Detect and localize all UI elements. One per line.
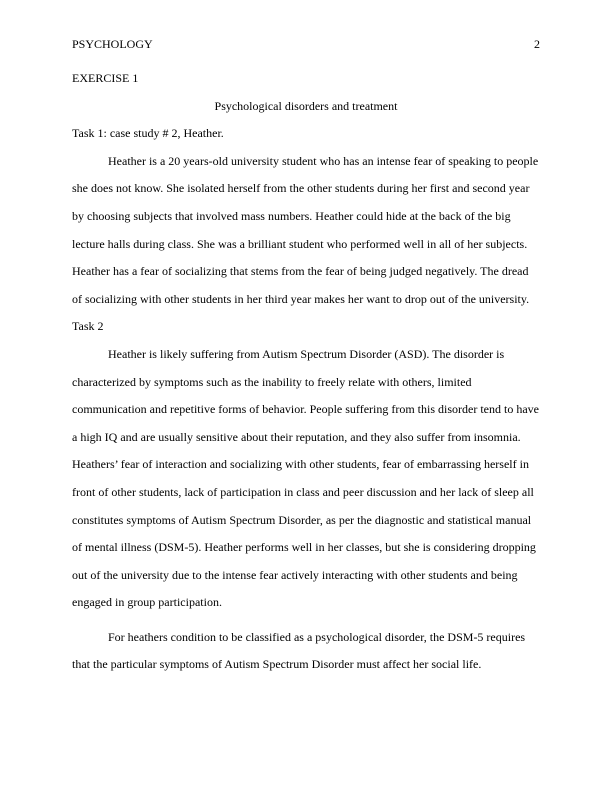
document-title: Psychological disorders and treatment xyxy=(214,98,398,113)
task2-paragraph-1: Heather is likely suffering from Autism Spectrum Disorder (ASD). The disorder is characterized by symptoms such as the inability to freely relate with others, limited communication and repetitive forms of behavior. People suffering from this disorder tend to have a high IQ and are usually sensitive about their reputation, and they also suffer from insomnia. Heathers’ fear of interaction and socializing with other students, fear of embarrassing herself in front of other students, lack of participation in class and peer discussion and her lack of sleep all constitutes symptoms of Autism Spectrum Disorder, as per the diagnostic and statistical manual of mental illness (DSM-5). Heather performs well in her classes, but she is considering dropping out of the university due to the intense fear actively interacting with other students and being engaged in group participation. xyxy=(72,346,539,610)
task2-section xyxy=(72,341,540,679)
task1-heading: Task 1: case study # 2, Heather. xyxy=(72,126,224,141)
page-number: 2 xyxy=(534,37,540,51)
running-head: PSYCHOLOGY xyxy=(72,37,153,51)
task1-paragraph: Heather is a 20 years-old university student who has an intense fear of speaking to people she does not know. She isolated herself from the other students during her first and second year by choosing subjects that involved mass numbers. Heather could hide at the back of the big lecture halls during class. She was a brilliant student who performed well in all of her subjects. Heather has a fear of socializing that stems from the fear of being judged negatively. The dread of socializing with other students in her third year makes her want to drop out of the university. xyxy=(72,153,539,306)
task2-heading: Task 2 xyxy=(72,319,104,334)
task2-paragraph-2: For heathers condition to be classified as a psychological disorder, the DSM-5 requires that the particular symptoms of Autism Spectrum Disorder must affect her social life. xyxy=(72,629,526,672)
task1-section xyxy=(72,148,540,314)
document-body xyxy=(72,65,540,679)
exercise-label: EXERCISE 1 xyxy=(72,71,139,85)
